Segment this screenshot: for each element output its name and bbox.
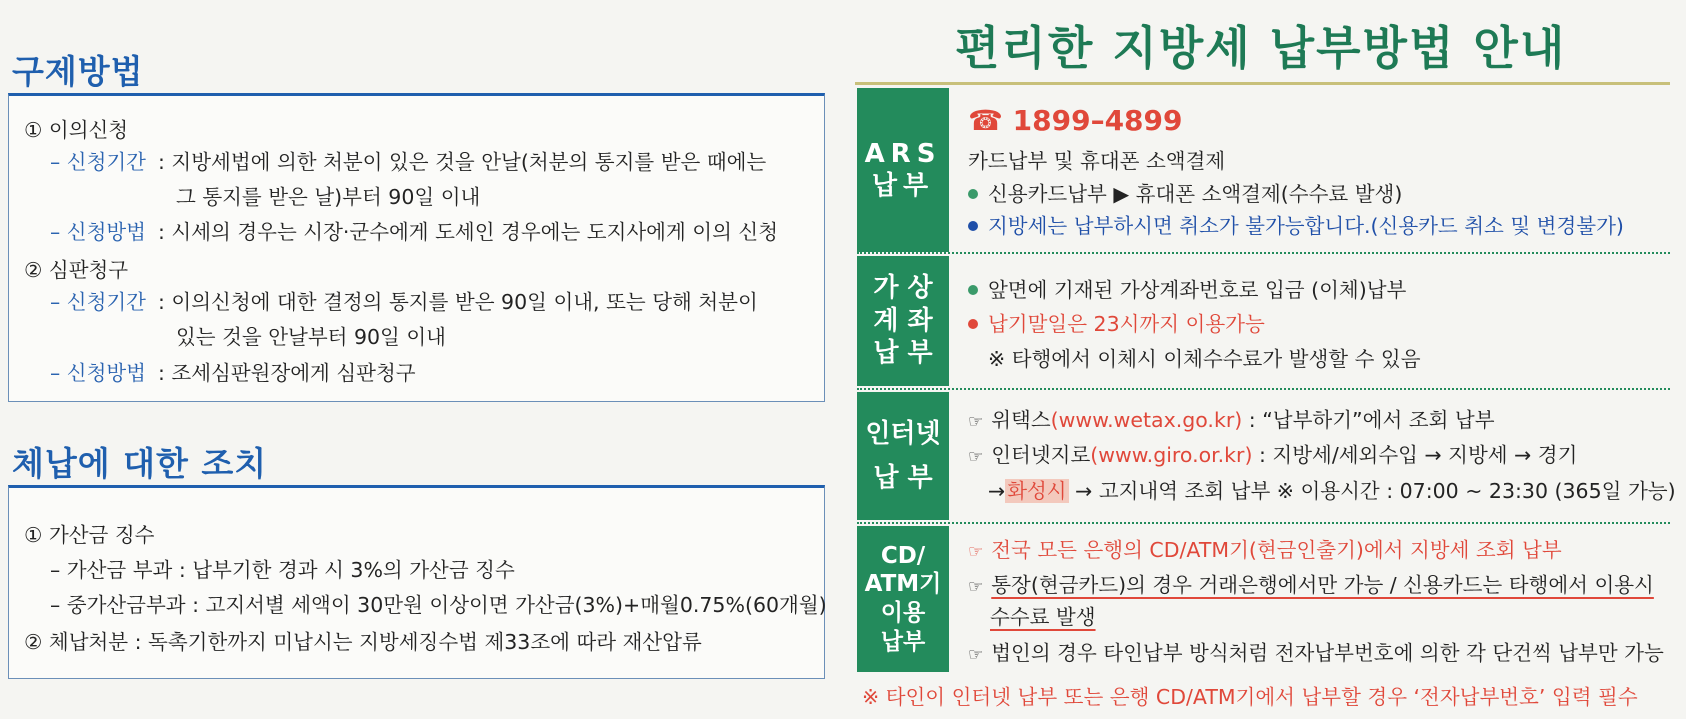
atm-line2-text: 통장(현금카드)의 경우 거래은행에서만 가능 / 신용카드는 타행에서 이용시 (991, 573, 1654, 597)
ars-line3-text: 지방세는 납부하시면 취소가 불가능합니다.(신용카드 취소 및 변경불가) (988, 214, 1624, 238)
bullet-icon (968, 189, 978, 199)
virtual-line1 (968, 273, 1406, 303)
bullet-icon (968, 285, 978, 295)
giro-label: 인터넷지로 (991, 443, 1091, 467)
ars-label (857, 88, 949, 252)
row-separator (857, 522, 1670, 524)
objection-period-label: – 신청기간 (50, 150, 146, 174)
main-title: 편리한 지방세 납부방법 안내 (955, 21, 1567, 75)
hand-point-icon: ☞ (968, 645, 984, 665)
atm-label-line3: 이용 (880, 600, 926, 626)
bullet-icon (968, 319, 978, 329)
virtual-label-line3: 납 부 (873, 338, 933, 369)
virtual-line2 (968, 307, 1265, 337)
arrears-item1-a: – 가산금 부과 : 납부기한 경과 시 3%의 가산금 징수 (50, 558, 515, 582)
tribunal-period-text-cont: 있는 것을 안날부터 90일 이내 (176, 325, 446, 349)
ars-line3 (968, 209, 1624, 239)
ars-line2 (968, 177, 1402, 207)
virtual-line1-text: 앞면에 기재된 가상계좌번호로 입금 (이체)납부 (988, 278, 1407, 302)
title-rule (855, 82, 1670, 85)
footer-note: ※ 타인이 인터넷 납부 또는 은행 CD/ATM기에서 납부할 경우 ‘전자납부번호’ 입력 필수 (862, 685, 1638, 709)
tribunal-title: ② 심판청구 (24, 258, 129, 282)
row-separator (857, 388, 1670, 390)
virtual-line2-text: 납기말일은 23시까지 이용가능 (988, 312, 1265, 336)
atm-label (857, 526, 949, 672)
objection-method-label: – 신청방법 (50, 220, 146, 244)
phone-icon: ☎ (968, 104, 1003, 137)
ars-line1: 카드납부 및 휴대폰 소액결제 (968, 149, 1226, 173)
virtual-account-label (857, 256, 949, 386)
row-separator (857, 252, 1670, 254)
objection-method-text: : 시세의 경우는 시장·군수에게 도세인 경우에는 도지사에게 이의 신청 (158, 220, 779, 244)
ars-line2-b: 휴대폰 소액결제(수수료 발생) (1135, 182, 1403, 206)
objection-period-text: : 지방세법에 의한 처분이 있은 것을 안날(처분의 통지를 받은 때에는 (158, 150, 767, 174)
tribunal-period-label: – 신청기간 (50, 290, 146, 314)
wetax-desc: : “납부하기”에서 조회 납부 (1242, 408, 1495, 432)
internet-line3 (988, 474, 1676, 504)
arrears-title: 체납에 대한 조치 (12, 444, 268, 483)
hand-point-icon: ☞ (968, 447, 984, 467)
atm-label-line2: ATM기 (864, 571, 942, 598)
play-arrow-icon: ▶ (1113, 182, 1130, 206)
giro-desc: : 지방세/세외수입 → 지방세 → 경기 (1252, 443, 1578, 467)
ars-phone (968, 104, 1183, 137)
internet-label-line2: 납 부 (873, 463, 933, 493)
bullet-icon (968, 221, 978, 231)
virtual-label-line2: 계 좌 (873, 305, 933, 336)
arrears-item1-b: – 중가산금부과 : 고지서별 세액이 30만원 이상이면 가산금(3%)+매월0.75%(60개월) (50, 593, 827, 617)
hand-point-icon: ☞ (968, 412, 984, 432)
tribunal-method-label: – 신청방법 (50, 361, 146, 385)
remedy-title: 구제방법 (12, 52, 144, 91)
giro-link[interactable]: (www.giro.or.kr) (1090, 443, 1253, 467)
virtual-line3: ※ 타행에서 이체시 이체수수료가 발생할 수 있음 (988, 347, 1421, 371)
ars-label-line2: 납부 (871, 171, 935, 201)
hand-point-icon: ☞ (968, 577, 984, 597)
atm-line3 (990, 600, 1096, 630)
atm-label-line1: CD/ (880, 542, 926, 569)
internet-line3-text: → 고지내역 조회 납부 ※ 이용시간 : 07:00 ~ 23:30 (365일 가능) (1068, 479, 1676, 503)
atm-line4 (968, 636, 1664, 666)
atm-line3-text: 수수료 발생 (990, 605, 1096, 629)
internet-label-line1: 인터넷 (865, 418, 941, 449)
ars-label-line1: ARS (864, 138, 942, 169)
atm-line4-text: 법인의 경우 타인납부 방식처럼 전자납부번호에 의한 각 단건씩 납부만 가능 (991, 641, 1664, 665)
atm-label-line4: 납부 (880, 628, 926, 655)
wetax-link[interactable]: (www.wetax.go.kr) (1050, 408, 1243, 432)
virtual-label-line1: 가 상 (873, 273, 933, 304)
arrow-right-icon: → (988, 479, 1006, 503)
wetax-label: 위택스 (991, 408, 1051, 432)
hand-point-icon: ☞ (968, 542, 984, 562)
internet-line2 (968, 438, 1577, 468)
internet-line1 (968, 403, 1495, 433)
atm-line1 (968, 533, 1562, 563)
atm-line1-text: 전국 모든 은행의 CD/ATM기(현금인출기)에서 지방세 조회 납부 (991, 538, 1562, 562)
tribunal-period-text: : 이의신청에 대한 결정의 통지를 받은 90일 이내, 또는 당해 처분이 (158, 290, 758, 314)
arrears-item2: ② 체납처분 : 독촉기한까지 미납시는 지방세징수법 제33조에 따라 재산압류 (24, 630, 702, 654)
objection-title: ① 이의신청 (24, 118, 129, 142)
ars-line2-a: 신용카드납부 (988, 182, 1107, 206)
arrears-item1: ① 가산금 징수 (24, 523, 155, 547)
ars-phone-number: 1899–4899 (1012, 104, 1183, 137)
tribunal-method-text: : 조세심판원장에게 심판청구 (158, 361, 416, 385)
internet-label (857, 392, 949, 520)
highlighted-city: 화성시 (1007, 479, 1067, 503)
atm-line2 (968, 568, 1654, 598)
objection-period-text-cont: 그 통지를 받은 날)부터 90일 이내 (176, 185, 481, 209)
